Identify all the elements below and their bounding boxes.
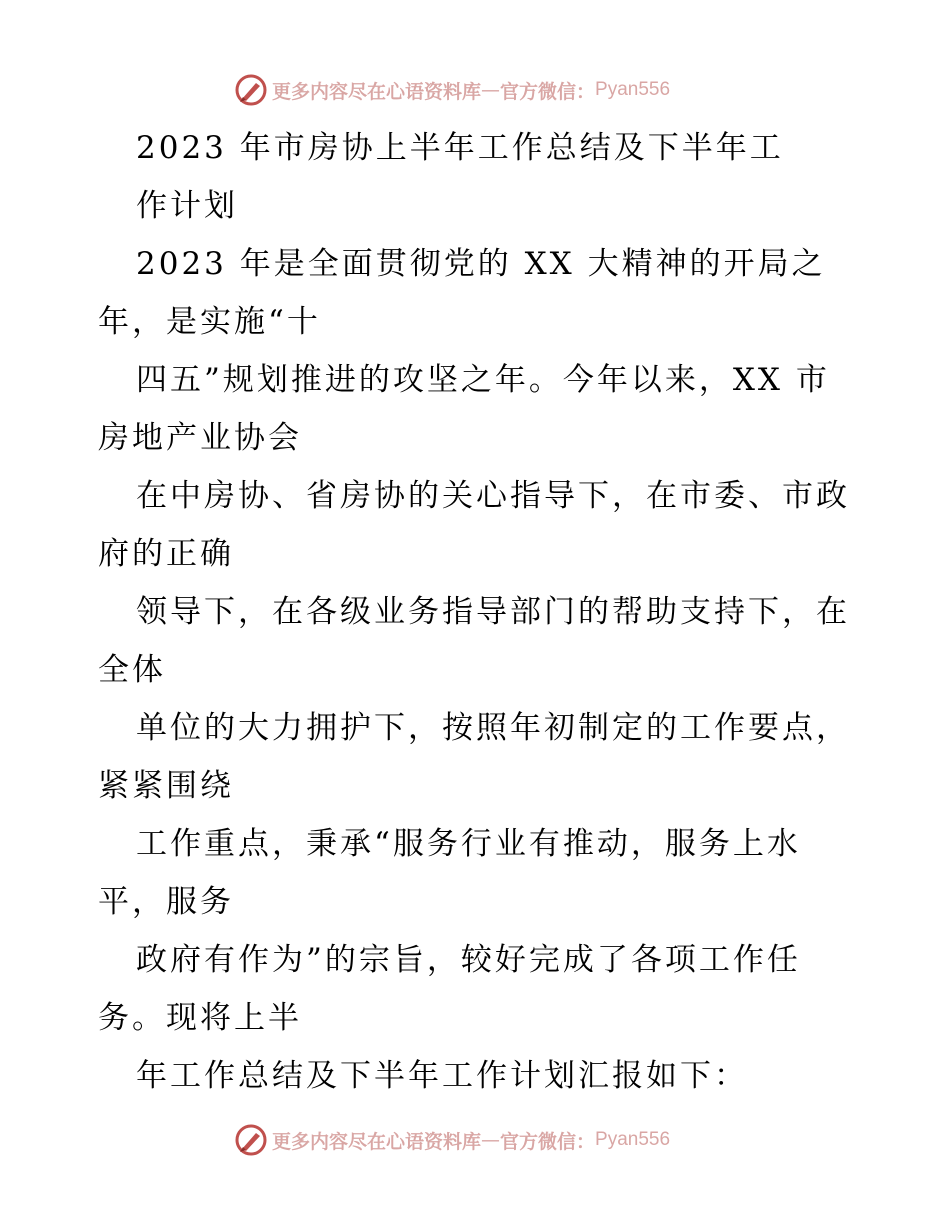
title-line-2: 作计划 (136, 188, 238, 224)
banner-main-text: 更多内容尽在心语资料库 (272, 80, 482, 103)
text-line: 2023 年是全面贯彻党的 XX 大精神的开局之 (136, 246, 826, 282)
header-watermark-banner (234, 72, 670, 108)
text-line: 工作重点，秉承“服务行业有推动，服务上水 (136, 826, 801, 862)
banner-separator: — (481, 79, 501, 101)
text-line: 单位的大力拥护下，按照年初制定的工作要点， (136, 710, 850, 746)
banner-wechat-id: Pyan556 (595, 1129, 671, 1150)
title-line-1: 2023 年市房协上半年工作总结及下半年工 (136, 130, 784, 166)
banner-wechat-id: Pyan556 (595, 79, 671, 100)
text-line: 平，服务 (98, 884, 234, 920)
footer-watermark-banner (234, 1122, 670, 1158)
pen-logo-icon (234, 1123, 268, 1157)
banner-wechat-label: 官方微信： (500, 1130, 596, 1153)
text-line: 房地产业协会 (98, 420, 302, 456)
text-line: 领导下，在各级业务指导部门的帮助支持下，在 (136, 594, 850, 630)
text-line: 全体 (98, 652, 166, 688)
banner-wechat-label: 官方微信： (500, 80, 596, 103)
banner-main-text: 更多内容尽在心语资料库 (272, 1130, 482, 1153)
text-line: 务。现将上半 (98, 1000, 302, 1036)
pen-logo-icon (234, 73, 268, 107)
text-line: 府的正确 (98, 536, 234, 572)
text-line: 年工作总结及下半年工作计划汇报如下： (136, 1058, 748, 1094)
text-line: 在中房协、省房协的关心指导下，在市委、市政 (136, 478, 850, 514)
text-line: 政府有作为”的宗旨，较好完成了各项工作任 (136, 942, 801, 978)
text-line: 四五”规划推进的攻坚之年。今年以来，XX 市 (136, 362, 830, 398)
banner-separator: — (481, 1129, 501, 1151)
text-line: 紧紧围绕 (98, 768, 234, 804)
text-line: 年，是实施“十 (98, 304, 321, 340)
